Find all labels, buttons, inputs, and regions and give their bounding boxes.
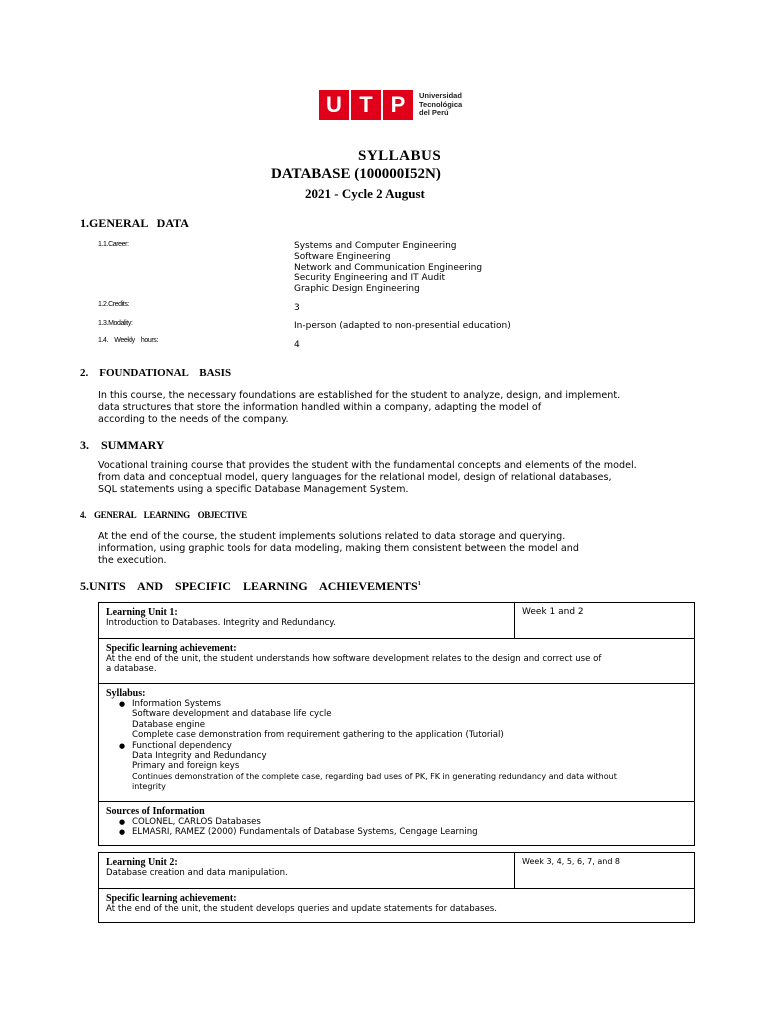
logo-letter-p: P: [383, 90, 413, 120]
list-item: ● COLONEL, CARLOS Databases: [106, 817, 687, 827]
general-data-heading: 1.GENERAL DATA: [80, 216, 189, 230]
career-label: 1.1.Career:: [98, 241, 129, 248]
unit1-description: Introduction to Databases. Integrity and Redundancy.: [106, 618, 336, 628]
list-item: ● Functional dependency: [106, 741, 687, 751]
unit1-table: [98, 602, 695, 846]
objective-text: At the end of the course, the student implements solutions related to data storage and querying. information, using graphic tools for data modeling, making them consistent between the model and the execution.: [98, 531, 579, 566]
list-subitem: Database engine: [132, 719, 206, 730]
list-subitem: Continues demonstration of the complete case, regarding bad uses of PK, FK in generating redundancy and data without: [132, 771, 617, 781]
list-item: ● Information Systems: [106, 699, 687, 709]
foundational-text: In this course, the necessary foundations are established for the student to analyze, design, and implement. data structures that store the information handled within a company, adapting the model of according to the needs of the company.: [98, 390, 621, 425]
unit1-header-row: [99, 603, 694, 638]
unit2-header-row: [99, 853, 694, 888]
summary-heading: 3. SUMMARY: [80, 438, 165, 452]
list-subitem: Software development and database life cycle: [132, 709, 332, 720]
unit1-sources-row: [99, 801, 694, 845]
unit2-label: Learning Unit 2:: [106, 857, 178, 868]
unit1-achievement-row: Specific learning achievement: At the end of the unit, the student understands how software development relates to the design and correct use of a database.: [99, 638, 694, 683]
unit2-description: Database creation and data manipulation.: [106, 868, 288, 878]
doc-title: SYLLABUS: [358, 148, 442, 164]
modality-value: In-person (adapted to non-presential education): [294, 321, 511, 331]
unit1-title-cell: [99, 603, 515, 638]
weekly-hours-label: 1.4. Weekly hours:: [98, 337, 158, 344]
list-subitem: Complete case demonstration from requirement gathering to the application (Tutorial): [132, 730, 504, 741]
list-subitem: integrity: [132, 782, 166, 792]
unit2-table: [98, 852, 695, 923]
unit2-achievement-label: Specific learning achievement:: [106, 893, 237, 904]
list-subitem: Data Integrity and Redundancy: [132, 751, 267, 762]
credits-value: 3: [294, 303, 300, 313]
weekly-hours-value: 4: [294, 340, 300, 350]
footnote-mark: 1: [417, 581, 421, 587]
logo-letter-t: T: [351, 90, 381, 120]
unit1-syllabus-row: [99, 683, 694, 801]
unit1-label: Learning Unit 1:: [106, 607, 178, 618]
unit2-weeks: Week 3, 4, 5, 6, 7, and 8: [522, 857, 621, 866]
unit2-achievement-row: Specific learning achievement: At the end of the unit, the student develops queries and update statements for databases.: [99, 888, 694, 922]
objective-heading: 4. GENERAL LEARNING OBJECTIVE: [80, 510, 247, 520]
unit1-syllabus-label: Syllabus:: [106, 688, 146, 699]
course-name: DATABASE (100000I52N): [271, 166, 441, 182]
summary-text: Vocational training course that provides the student with the fundamental concepts and elements of the model. from data and conceptual model, query languages for the relational model, design of relational databases, SQL statements using a specific Database Management System.: [98, 460, 637, 495]
logo-text: Universidad Tecnológica del Perú: [419, 91, 463, 118]
utp-logo: [319, 90, 462, 120]
logo-letter-u: U: [319, 90, 349, 120]
units-heading: 5.UNITS AND SPECIFIC LEARNING ACHIEVEMENTS$^1$: [80, 579, 421, 593]
unit2-title-cell: [99, 853, 515, 888]
credits-label: 1.2.Credits:: [98, 301, 129, 308]
unit1-achievement-label: Specific learning achievement:: [106, 643, 237, 654]
foundational-heading: 2. FOUNDATIONAL BASIS: [80, 367, 232, 379]
list-subitem: Primary and foreign keys: [132, 761, 240, 772]
list-item: ● ELMASRI, RAMEZ (2000) Fundamentals of Database Systems, Cengage Learning: [106, 827, 687, 837]
course-cycle: 2021 - Cycle 2 August: [305, 186, 425, 201]
unit1-sources-label: Sources of Information: [106, 806, 205, 817]
unit1-weeks: Week 1 and 2: [522, 607, 584, 617]
career-values: Systems and Computer Engineering Software Engineering Network and Communication Engineering Security Engineering and IT Audit Graphic Design Engineering: [294, 241, 483, 295]
modality-label: 1.3.Modality:: [98, 320, 133, 327]
